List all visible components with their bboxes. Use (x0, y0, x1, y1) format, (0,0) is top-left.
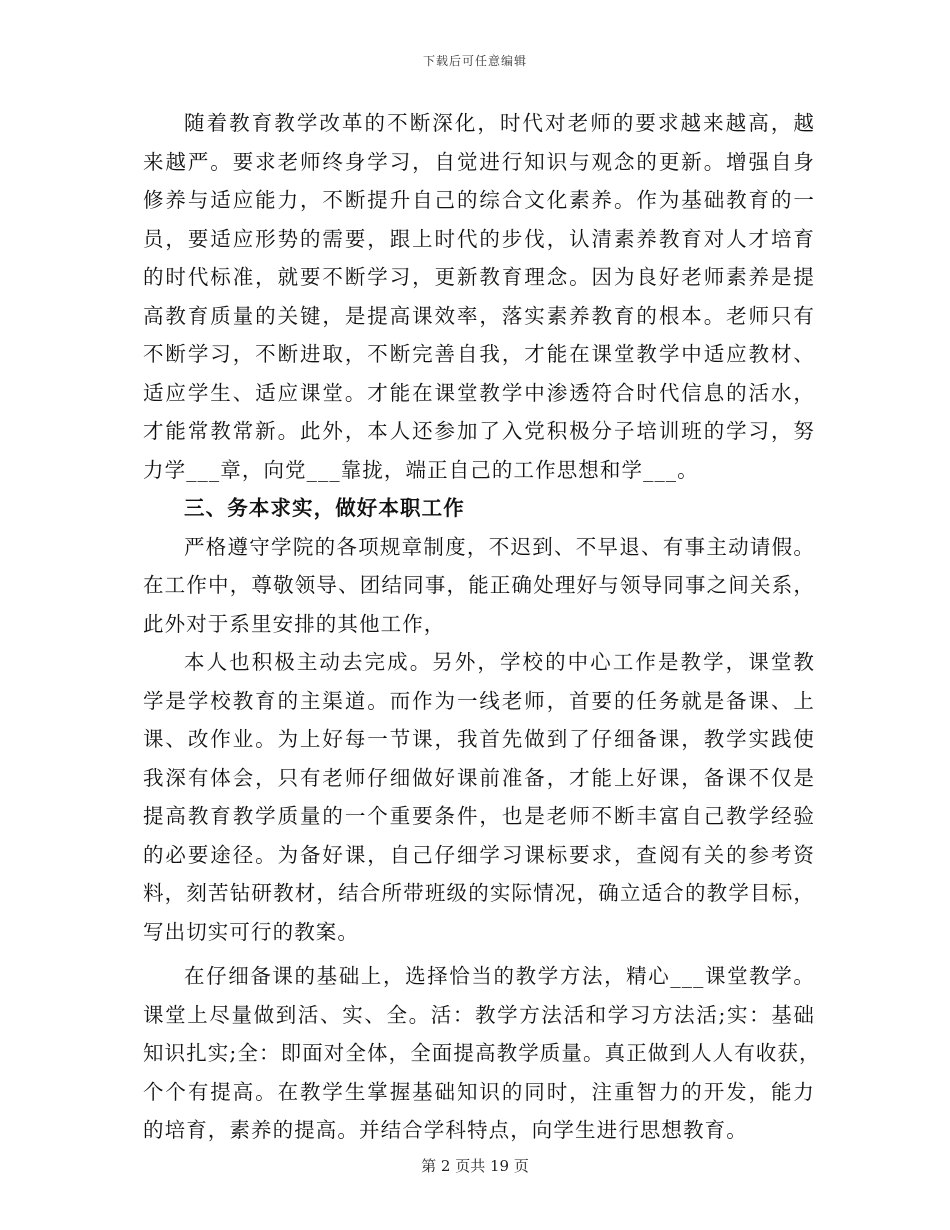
text-line: 的必要途径。为备好课，自己仔细学习课标要求，查阅有关的参考资 (143, 842, 815, 867)
section-heading: 三、务本求实，做好本职工作 (184, 496, 465, 520)
text-line: 在仔细备课的基础上，选择恰当的教学方法，精心___课堂教学。 (184, 964, 815, 988)
text-line: 此外对于系里安排的其他工作， (143, 611, 446, 636)
text-line: 个个有提高。在教学生掌握基础知识的同时，注重智力的开发，能力 (143, 1079, 815, 1104)
text-line: 知识扎实;全：即面对全体，全面提高教学质量。真正做到人人有收获， (143, 1041, 821, 1065)
text-line: 修养与适应能力，不断提升自己的综合文化素养。作为基础教育的一 (143, 188, 815, 212)
text-line: 高教育质量的关键，是提高课效率，落实素养教育的根本。老师只有 (143, 303, 815, 328)
page-header: 下载后可任意编辑 (422, 54, 527, 68)
text-line: 员，要适应形势的需要，跟上时代的步伐，认清素养教育对人才培育 (143, 226, 815, 251)
text-line: 本人也积极主动去完成。另外，学校的中心工作是教学，课堂教 (184, 650, 815, 674)
document-body (143, 104, 821, 1150)
text-line: 不断学习，不断进取，不断完善自我，才能在课堂教学中适应教材、 (143, 342, 815, 366)
text-line: 力学___章，向党___靠拢，端正自己的工作思想和学___。 (143, 457, 699, 482)
text-line: 提高教育教学质量的一个重要条件，也是老师不断丰富自己教学经验 (143, 804, 815, 828)
text-line: 严格遵守学院的各项规章制度，不迟到、不早退、有事主动请假。 (184, 534, 815, 559)
text-line: 才能常教常新。此外，本人还参加了入党积极分子培训班的学习，努 (143, 419, 815, 443)
paragraph (143, 104, 815, 489)
text-line: 的时代标准，就要不断学习，更新教育理念。因为良好老师素养是提 (143, 265, 815, 289)
text-line: 写出切实可行的教案。 (143, 919, 359, 944)
text-line: 来越严。要求老师终身学习，自觉进行知识与观念的更新。增强自身 (143, 149, 815, 174)
text-line: 课、改作业。为上好每一节课，我首先做到了仔细备课，教学实践使 (143, 727, 815, 751)
text-line: 课堂上尽量做到活、实、全。活：教学方法活和学习方法活;实：基础 (143, 1002, 815, 1027)
paragraph (143, 957, 821, 1150)
text-line: 我深有体会，只有老师仔细做好课前准备，才能上好课，备课不仅是 (143, 765, 815, 790)
text-line: 在工作中，尊敬领导、团结同事，能正确处理好与领导同事之间关系， (143, 573, 815, 597)
page-number-footer: 第 2 页共 19 页 (421, 1157, 529, 1175)
paragraph (143, 528, 815, 644)
text-line: 学是学校教育的主渠道。而作为一线老师，首要的任务就是备课、上 (143, 688, 815, 713)
paragraph (143, 643, 815, 951)
text-line: 适应学生、适应课堂。才能在课堂教学中渗透符合时代信息的活水， (143, 380, 815, 405)
text-line: 料，刻苦钻研教材，结合所带班级的实际情况，确立适合的教学目标， (143, 881, 815, 905)
text-line: 随着教育教学改革的不断深化，时代对老师的要求越来越高，越 (184, 111, 815, 135)
text-line: 的培育，素养的提高。并结合学科特点，向学生进行思想教育。 (143, 1118, 748, 1142)
